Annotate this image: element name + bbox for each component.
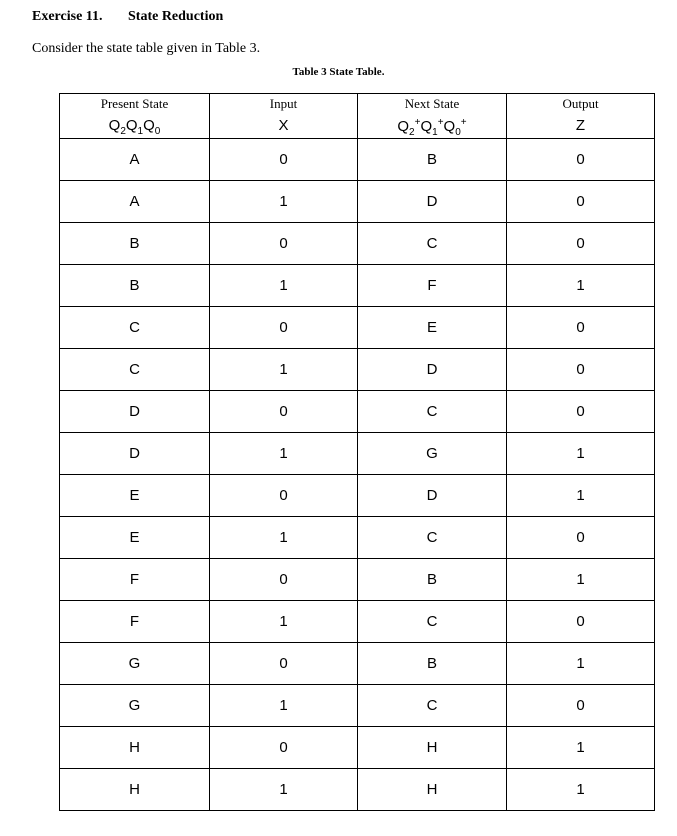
table-row	[60, 139, 655, 181]
cell-present-state: C	[60, 307, 210, 349]
table-row	[60, 517, 655, 559]
cell-input: 0	[210, 559, 358, 601]
cell-present-state: E	[60, 517, 210, 559]
table-caption: Table 3 State Table.	[292, 66, 385, 78]
cell-output: 1	[507, 475, 655, 517]
header-next-state	[358, 94, 507, 139]
cell-output: 0	[507, 139, 655, 181]
cell-input: 1	[210, 181, 358, 223]
cell-output: 1	[507, 433, 655, 475]
cell-output: 0	[507, 223, 655, 265]
cell-input: 1	[210, 349, 358, 391]
cell-present-state: G	[60, 685, 210, 727]
cell-input: 1	[210, 601, 358, 643]
cell-next-state: F	[358, 265, 507, 307]
cell-output: 0	[507, 181, 655, 223]
table-row	[60, 349, 655, 391]
cell-present-state: F	[60, 559, 210, 601]
cell-present-state: C	[60, 349, 210, 391]
table-header-row	[60, 94, 655, 139]
cell-output: 1	[507, 559, 655, 601]
exercise-heading	[32, 9, 223, 25]
cell-next-state: B	[358, 643, 507, 685]
table-row	[60, 559, 655, 601]
cell-input: 1	[210, 685, 358, 727]
cell-output: 0	[507, 685, 655, 727]
cell-input: 0	[210, 391, 358, 433]
table-row	[60, 433, 655, 475]
cell-input: 1	[210, 265, 358, 307]
table-row	[60, 601, 655, 643]
table-row	[60, 223, 655, 265]
cell-output: 0	[507, 601, 655, 643]
cell-input: 0	[210, 139, 358, 181]
table-row	[60, 769, 655, 811]
state-table	[59, 93, 655, 811]
cell-next-state: C	[358, 601, 507, 643]
header-input	[210, 94, 358, 139]
cell-output: 0	[507, 307, 655, 349]
header-present-state	[60, 94, 210, 139]
cell-output: 0	[507, 349, 655, 391]
table-row	[60, 265, 655, 307]
header-present-state-symbol: $Q_2Q_1Q_0$	[108, 117, 161, 137]
exercise-title: State Reduction	[128, 9, 224, 24]
cell-next-state: E	[358, 307, 507, 349]
cell-next-state: B	[358, 559, 507, 601]
cell-output: 1	[507, 727, 655, 769]
cell-next-state: C	[358, 223, 507, 265]
table-row	[60, 727, 655, 769]
cell-next-state: B	[358, 139, 507, 181]
cell-present-state: H	[60, 727, 210, 769]
cell-input: 1	[210, 433, 358, 475]
header-input-label: Input	[269, 96, 298, 111]
header-next-state-label: Next State	[404, 96, 460, 111]
cell-output: 1	[507, 643, 655, 685]
cell-input: 0	[210, 223, 358, 265]
cell-next-state: H	[358, 727, 507, 769]
table-row	[60, 475, 655, 517]
exercise-number: Exercise 11.	[32, 9, 103, 24]
cell-present-state: A	[60, 139, 210, 181]
header-next-state-symbol: $Q_2^+Q_1^+Q_0^+$	[397, 117, 467, 138]
table-row	[60, 685, 655, 727]
cell-present-state: D	[60, 391, 210, 433]
cell-present-state: B	[60, 223, 210, 265]
header-output-symbol: Z	[575, 117, 586, 134]
cell-present-state: A	[60, 181, 210, 223]
cell-next-state: C	[358, 391, 507, 433]
table-row	[60, 391, 655, 433]
cell-present-state: B	[60, 265, 210, 307]
cell-input: 1	[210, 769, 358, 811]
cell-input: 0	[210, 643, 358, 685]
header-present-state-label: Present State	[100, 96, 169, 111]
cell-output: 1	[507, 265, 655, 307]
cell-next-state: D	[358, 349, 507, 391]
cell-input: 0	[210, 307, 358, 349]
cell-next-state: D	[358, 181, 507, 223]
cell-next-state: H	[358, 769, 507, 811]
cell-present-state: H	[60, 769, 210, 811]
cell-input: 1	[210, 517, 358, 559]
cell-next-state: D	[358, 475, 507, 517]
cell-input: 0	[210, 475, 358, 517]
cell-output: 0	[507, 517, 655, 559]
cell-output: 0	[507, 391, 655, 433]
cell-output: 1	[507, 769, 655, 811]
header-input-symbol: X	[278, 117, 289, 134]
table-row	[60, 181, 655, 223]
header-output	[507, 94, 655, 139]
header-output-label: Output	[562, 96, 599, 111]
table-row	[60, 643, 655, 685]
cell-present-state: F	[60, 601, 210, 643]
table-row	[60, 307, 655, 349]
cell-input: 0	[210, 727, 358, 769]
cell-next-state: C	[358, 685, 507, 727]
cell-next-state: C	[358, 517, 507, 559]
cell-next-state: G	[358, 433, 507, 475]
cell-present-state: E	[60, 475, 210, 517]
cell-present-state: D	[60, 433, 210, 475]
intro-text: Consider the state table given in Table 3.	[32, 41, 261, 56]
cell-present-state: G	[60, 643, 210, 685]
